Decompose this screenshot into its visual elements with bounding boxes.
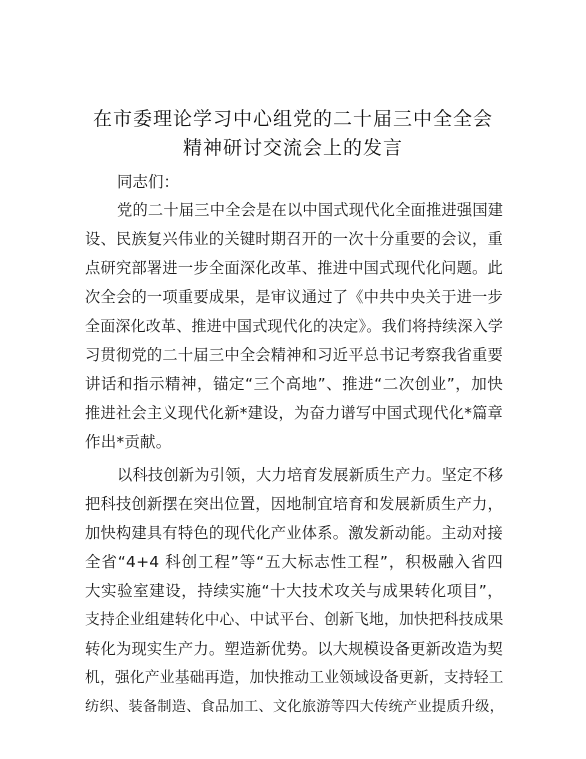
- paragraph-line: 作出*贡献。: [85, 433, 172, 451]
- paragraph-line: 全省“4+4 科创工程”等“五大标志性工程”，积极融入省四: [85, 553, 503, 571]
- paragraph-line: 讲话和指示精神，锚定“三个高地”、推进“二次创业”，加快: [85, 375, 503, 393]
- paragraph-line: 机，强化产业基础再造，加快推动工业领域设备更新，支持轻工: [85, 669, 504, 686]
- paragraph-line: 全面深化改革、推进中国式现代化的决定》。我们将持续深入学: [85, 317, 504, 335]
- paragraph-line: 把科技创新摆在突出位置，因地制宜培育和发展新质生产力，: [85, 495, 503, 513]
- salutation: 同志们：: [117, 173, 180, 191]
- paragraph-line: 设、民族复兴伟业的关键时期召开的一次十分重要的会议，重: [85, 230, 503, 248]
- document-title-line-2: 精神研讨交流会上的发言: [182, 137, 403, 159]
- paragraph-line: 习贯彻党的二十届三中全会精神和习近平总书记考察我省重要: [85, 346, 503, 364]
- paragraph-line: 加快构建具有特色的现代化产业体系。激发新动能。主动对接: [85, 524, 503, 542]
- paragraph-line: 党的二十届三中全会是在以中国式现代化全面推进强国建: [117, 201, 504, 219]
- paragraph-line: 转化为现实生产力。塑造新优势。以大规模设备更新改造为契: [85, 640, 503, 658]
- paragraph-line: 大实验室建设，持续实施“十大技术攻关与成果转化项目”，: [85, 582, 503, 600]
- document-title-line-1: 在市委理论学习中心组党的二十届三中全全会: [92, 108, 493, 130]
- paragraph-line: 点研究部署进一步全面深化改革、推进中国式现代化问题。此: [85, 259, 503, 277]
- paragraph-line: 纺织、装备制造、食品加工、文化旅游等四大传统产业提质升级，: [85, 699, 505, 715]
- paragraph-line: 支持企业组建转化中心、中试平台、创新飞地，加快把科技成果: [85, 611, 504, 628]
- paragraph-line: 次全会的一项重要成果，是审议通过了《中共中央关于进一步: [85, 288, 503, 306]
- paragraph-line: 推进社会主义现代化新*建设，为奋力谱写中国式现代化*篇章: [85, 404, 503, 422]
- paragraph-line: 以科技创新为引领，大力培育发展新质生产力。坚定不移: [117, 466, 504, 484]
